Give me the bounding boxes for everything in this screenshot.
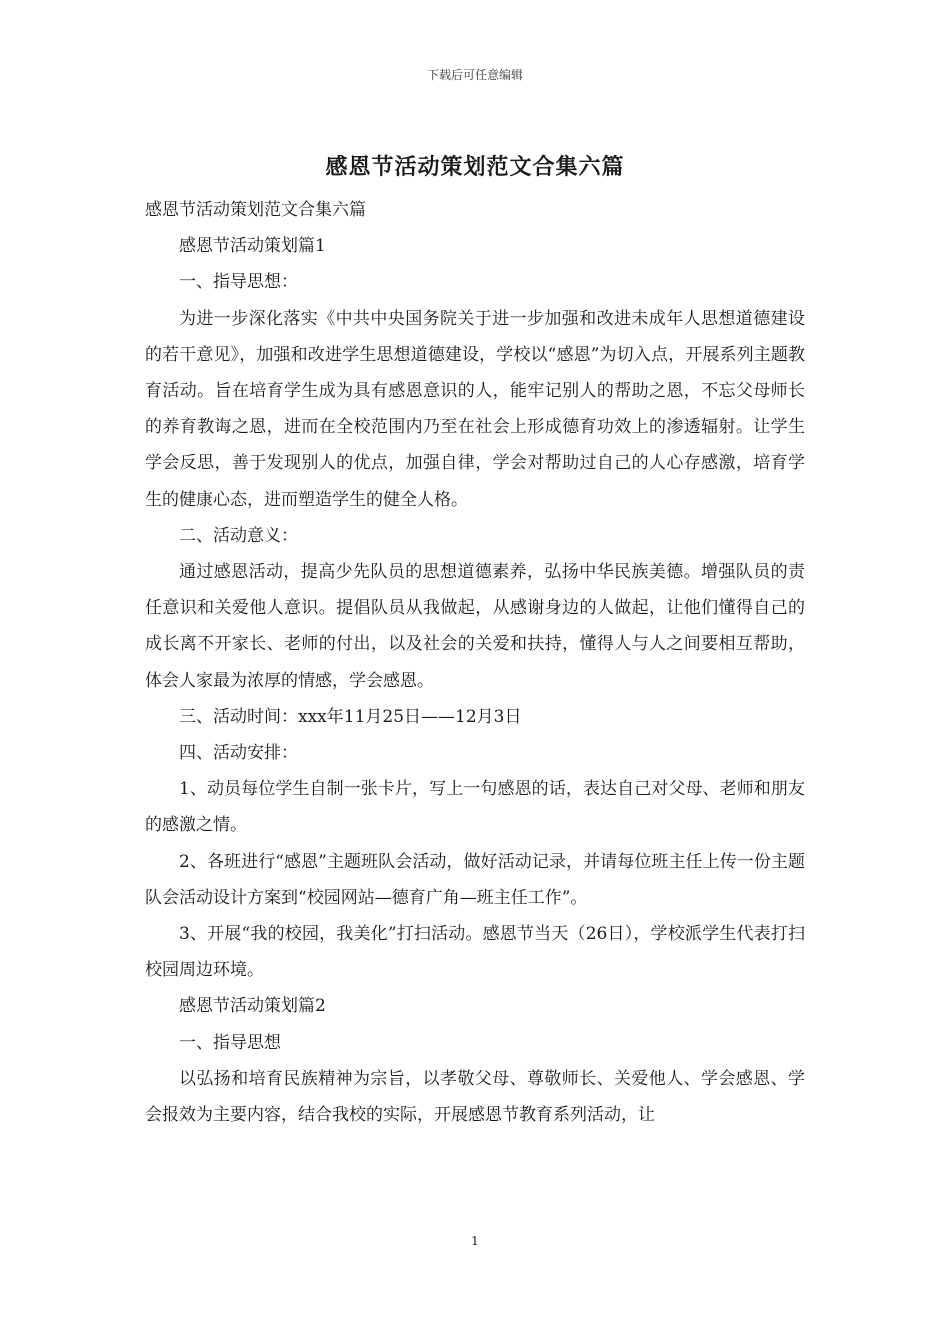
section-heading: 感恩节活动策划篇2 <box>179 996 326 1017</box>
subheading: 二、活动意义： <box>179 525 298 546</box>
subheading: 一、指导思想： <box>179 272 298 293</box>
list-item: 1、动员每位学生自制一张卡片，写上一句感恩的话，表达自己对父母、老师和朋友的感激之情。 <box>145 779 805 836</box>
paragraph: 感恩节活动策划范文合集六篇 <box>145 200 366 220</box>
section-heading: 感恩节活动策划篇1 <box>179 236 326 257</box>
paragraph: 为进一步深化落实《中共中央国务院关于进一步加强和改进未成年人思想道德建设的若干意见》，加强和改进学生思想道德建设，学校以“感恩”为切入点，开展系列主题教育活动。旨在培育学生成为具有感恩意识的人，能牢记别人的帮助之恩，不忘父母师长的养育教诲之恩，进而在全校范围内乃至在社会上形成德育功效上的渗透辐射。让学生学会反思，善于发现别人的优点，加强自律，学会对帮助过自己的人心存感激，培育学生的健康心态，进而塑造学生的健全人格。 <box>145 308 805 510</box>
subheading: 四、活动安排： <box>179 743 298 764</box>
subheading: 一、指导思想 <box>179 1032 281 1053</box>
header-note: 下载后可任意编辑 <box>426 68 523 82</box>
paragraph: 通过感恩活动，提高少先队员的思想道德素养，弘扬中华民族美德。增强队员的责任意识和关爱他人意识。提倡队员从我做起，从感谢身边的人做起，让他们懂得自己的成长离不开家长、老师的付出，以及社会的关爱和扶持，懂得人与人之间要相互帮助，体会人家最为浓厚的情感，学会感恩。 <box>145 562 805 691</box>
subheading: 三、活动时间：xxx年11月25日——12月3日 <box>179 706 522 727</box>
paragraph: 以弘扬和培育民族精神为宗旨，以孝敬父母、尊敬师长、关爱他人、学会感恩、学会报效为主要内容，结合我校的实际，开展感恩节教育系列活动，让 <box>145 1068 805 1126</box>
list-item: 3、开展“我的校园，我美化”打扫活动。感恩节当天（26日），学校派学生代表打扫校园周边环境。 <box>145 924 805 981</box>
document-body <box>145 150 805 1133</box>
page-number: 1 <box>471 1234 479 1248</box>
document-title: 感恩节活动策划范文合集六篇 <box>325 154 625 180</box>
list-item: 2、各班进行“感恩”主题班队会活动，做好活动记录，并请每位班主任上传一份主题队会活动设计方案到“校园网站—德育广角—班主任工作”。 <box>145 851 805 908</box>
